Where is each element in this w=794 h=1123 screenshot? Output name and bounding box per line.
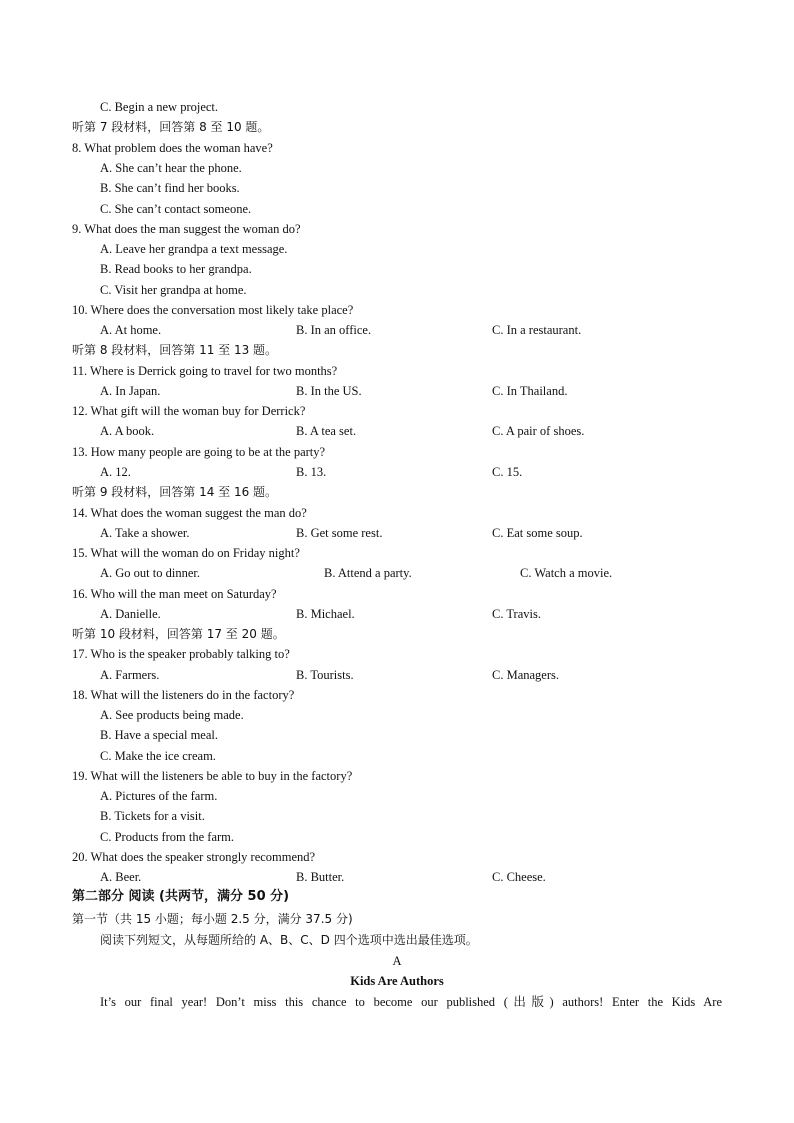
option-line: A. Pictures of the farm. [100,789,218,803]
option-c: C. A pair of shoes. [492,424,585,438]
section-heading: 第一节（共 15 小题；每小题 2.5 分，满分 37.5 分) [72,912,353,926]
option-line: B. Have a special meal. [100,728,219,742]
option-a: A. Beer. [100,870,142,884]
option-a: A. In Japan. [100,384,161,398]
option-line: C. Products from the farm. [100,830,235,844]
option-c: C. Travis. [492,607,541,621]
question: 14. What does the woman suggest the man do? [72,506,307,520]
question: 13. How many people are going to be at the party? [72,445,326,459]
question: 15. What will the woman do on Friday night? [72,546,300,560]
question: 17. Who is the speaker probably talking to? [72,647,290,661]
question: 9. What does the man suggest the woman do? [72,222,301,236]
option-b: B. Get some rest. [296,526,383,540]
passage-text: It’s our final year! Don’t miss this chance to become our published (出版) authors! Enter the Kids Are [100,995,722,1009]
section-instruction: 听第 8 段材料，回答第 11 至 13 题。 [72,343,278,357]
reading-instruction: 阅读下列短文，从每题所给的 A、B、C、D 四个选项中选出最佳选项。 [100,933,478,947]
question: 16. Who will the man meet on Saturday? [72,587,277,601]
option-line: B. Tickets for a visit. [100,809,205,823]
option-line: A. See products being made. [100,708,244,722]
option-line: C. Make the ice cream. [100,749,216,763]
option-a: A. Danielle. [100,607,161,621]
passage-title: Kids Are Authors [350,974,444,988]
question: 20. What does the speaker strongly recommend? [72,850,316,864]
option-line: B. Read books to her grandpa. [100,262,252,276]
section-instruction: 听第 10 段材料，回答第 17 至 20 题。 [72,627,285,641]
option-b: B. Tourists. [296,668,354,682]
section-instruction: 听第 9 段材料，回答第 14 至 16 题。 [72,485,278,499]
option-c: C. Eat some soup. [492,526,583,540]
question: 10. Where does the conversation most likely take place? [72,303,354,317]
option-line: C. Begin a new project. [100,100,219,114]
option-c: C. In a restaurant. [492,323,582,337]
option-b: B. In the US. [296,384,362,398]
option-line: C. Visit her grandpa at home. [100,283,247,297]
option-c: C. Managers. [492,668,559,682]
question: 11. Where is Derrick going to travel for two months? [72,364,338,378]
option-c: C. In Thailand. [492,384,568,398]
option-a: A. A book. [100,424,155,438]
option-line: A. She can’t hear the phone. [100,161,242,175]
option-a: A. At home. [100,323,162,337]
question: 18. What will the listeners do in the factory? [72,688,295,702]
option-a: A. Farmers. [100,668,160,682]
question: 19. What will the listeners be able to buy in the factory? [72,769,353,783]
option-a: A. 12. [100,465,131,479]
option-c: C. Cheese. [492,870,546,884]
option-b: B. Michael. [296,607,355,621]
option-c: C. 15. [492,465,523,479]
option-line: C. She can’t contact someone. [100,202,252,216]
option-c: C. Watch a movie. [520,566,613,580]
passage-letter: A [392,954,402,968]
question: 8. What problem does the woman have? [72,141,273,155]
part-heading: 第二部分 阅读 (共两节，满分 50 分) [72,889,290,904]
section-instruction: 听第 7 段材料，回答第 8 至 10 题。 [72,120,270,134]
option-a: A. Go out to dinner. [100,566,200,580]
option-b: B. A tea set. [296,424,357,438]
option-b: B. Attend a party. [324,566,412,580]
question: 12. What gift will the woman buy for Derrick? [72,404,306,418]
option-b: B. In an office. [296,323,372,337]
option-line: B. She can’t find her books. [100,181,240,195]
option-b: B. Butter. [296,870,345,884]
option-b: B. 13. [296,465,327,479]
option-a: A. Take a shower. [100,526,190,540]
option-line: A. Leave her grandpa a text message. [100,242,288,256]
